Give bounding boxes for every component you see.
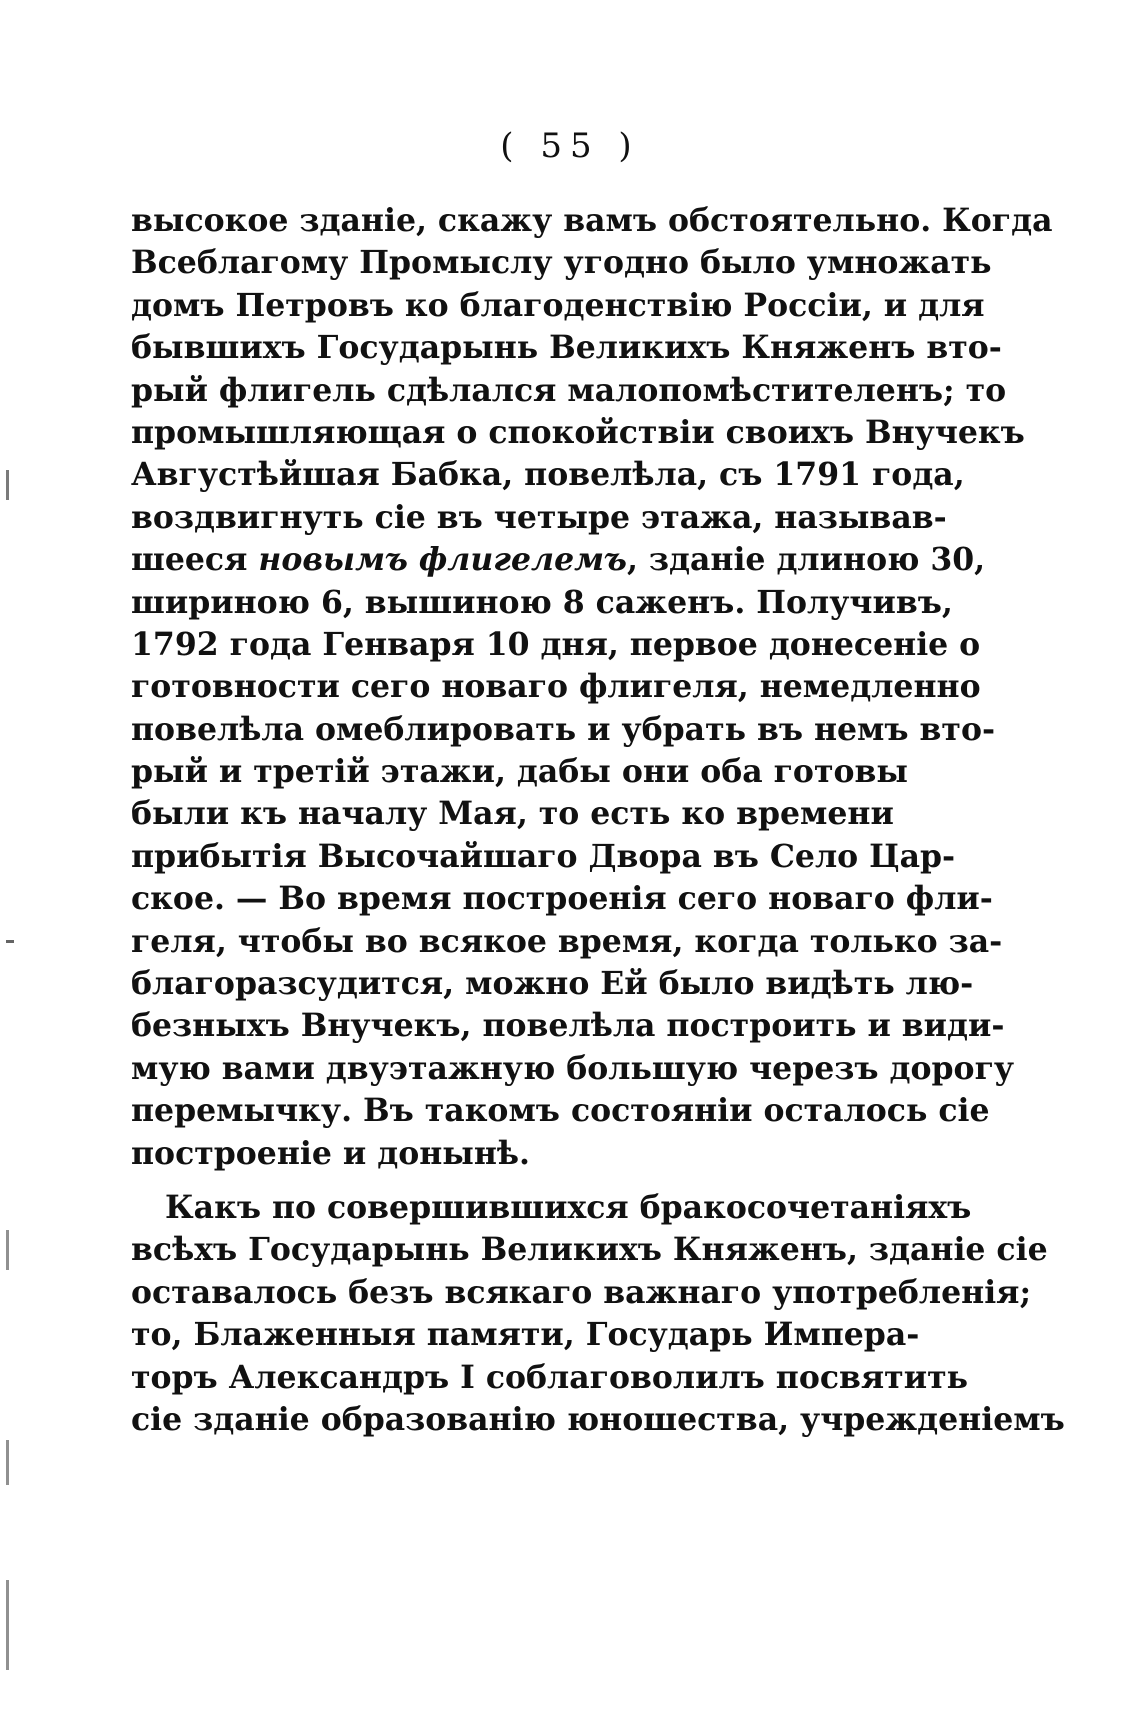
text-line: промышляющая о спокойствіи своихъ Внучекъ: [131, 413, 1025, 451]
text-line: рый флигель сдѣлался малопомѣстителенъ; то: [131, 371, 1007, 409]
text-line: готовности сего новаго флигеля, немедленно: [131, 668, 981, 706]
scan-speck: [6, 940, 14, 943]
paragraph-1: [131, 200, 1053, 1175]
scan-speck: [6, 1580, 9, 1670]
text-line: сіе зданіе образованію юношества, учрежденіемъ: [131, 1400, 1065, 1438]
text-line: Всеблагому Промыслу угодно было умножать: [131, 244, 992, 282]
text-line: Августѣйшая Бабка, повелѣла, съ 1791 года,: [131, 456, 965, 494]
text-line: шириною 6, вышиною 8 саженъ. Получивъ,: [131, 583, 953, 621]
scan-speck: [6, 1440, 9, 1485]
text-line: высокое зданіе, скажу вамъ обстоятельно. Когда: [131, 202, 1053, 239]
text-line: геля, чтобы во всякое время, когда только за-: [131, 922, 1003, 960]
text-line: благоразсудится, можно Ей было видѣть лю-: [131, 965, 974, 1003]
text-line: прибытія Высочайшаго Двора въ Село Цар-: [131, 837, 956, 875]
text-line: оставалось безъ всякаго важнаго употребленія;: [131, 1273, 1032, 1311]
text-line: Какъ по совершившихся бракосочетаніяхъ: [165, 1188, 972, 1226]
body-text: [131, 200, 1065, 1441]
scan-speck: [6, 470, 9, 500]
italic-phrase: новымъ флигелемъ: [258, 541, 627, 579]
text-line: рый и третій этажи, дабы они оба готовы: [131, 753, 908, 791]
text-line: были къ началу Мая, то есть ко времени: [131, 795, 894, 833]
text-line: построеніе и донынѣ.: [131, 1134, 531, 1172]
text-line: то, Блаженныя памяти, Государь Импера-: [131, 1316, 920, 1354]
text-line: повелѣла омеблировать и убрать въ немъ вто-: [131, 710, 996, 748]
text-line: воздвигнуть сіе въ четыре этажа, называв-: [131, 498, 947, 536]
text-line: всѣхъ Государынь Великихъ Княженъ, зданіе сіе: [131, 1231, 1048, 1269]
text-line: перемычку. Въ такомъ состояніи осталось сіе: [131, 1092, 990, 1130]
text-line: ское. — Во время построенія сего новаго фли-: [131, 880, 993, 918]
text-line: бывшихъ Государынь Великихъ Княженъ вто-: [131, 329, 1002, 367]
text-line: 1792 года Генваря 10 дня, первое донесеніе о: [131, 625, 981, 663]
text-line: торъ Александръ I соблаговолилъ посвятить: [131, 1358, 968, 1396]
text-line: безныхъ Внучекъ, повелѣла построить и види-: [131, 1007, 1005, 1045]
text-line: домъ Петровъ ко благоденствію Россіи, и для: [131, 286, 985, 324]
text-line: шееся новымъ флигелемъ, зданіе длиною 30,: [131, 541, 986, 579]
scan-speck: [6, 1230, 9, 1270]
page-number: ( 55 ): [500, 126, 640, 166]
paragraph-2: [131, 1187, 1065, 1441]
paragraph-gap: [131, 1175, 881, 1187]
text-line: мую вами двуэтажную большую черезъ дорогу: [131, 1049, 1015, 1087]
